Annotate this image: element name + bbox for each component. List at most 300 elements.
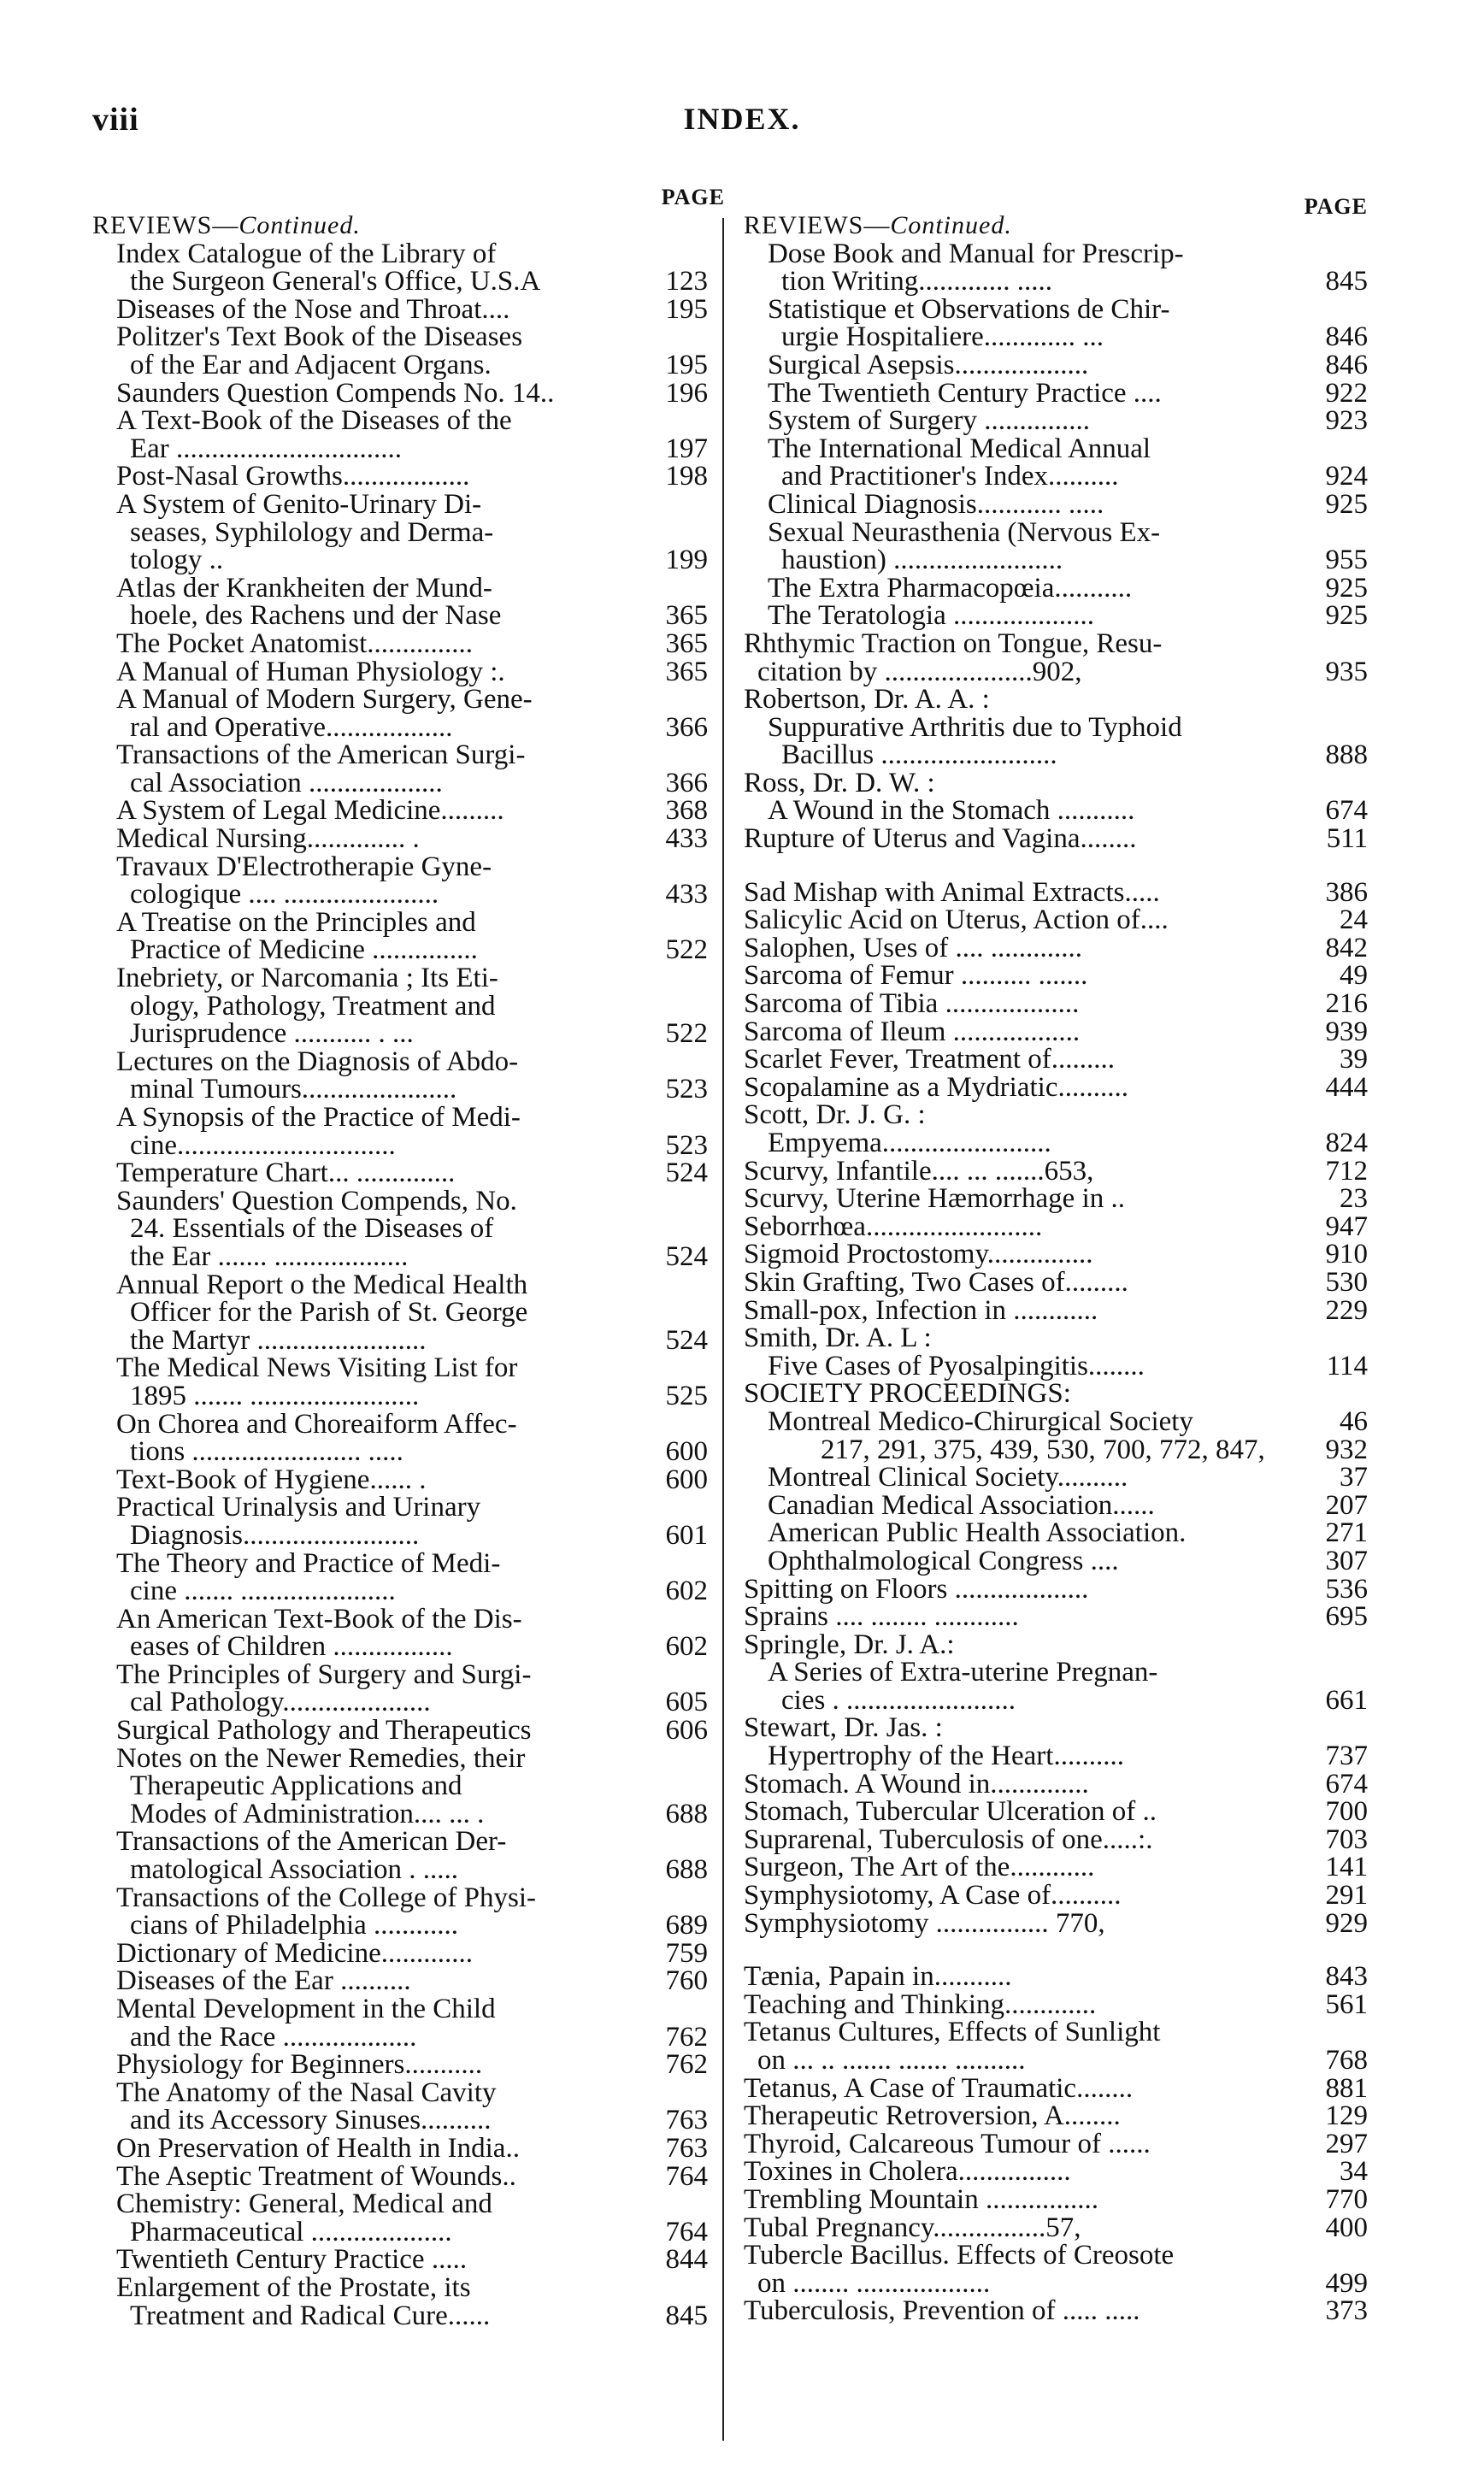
- index-entry-text: Post-Nasal Growths..................: [116, 461, 470, 492]
- index-entry: [744, 1658, 1368, 1714]
- index-entries: [92, 212, 708, 2330]
- index-entry-page: 524: [665, 1240, 708, 1272]
- index-entry: [92, 2160, 708, 2192]
- index-entry-text: Ear ................................: [130, 433, 403, 464]
- index-entry-page: 737: [1325, 1741, 1368, 1772]
- index-entry: [92, 2132, 708, 2164]
- index-entry-text: Dictionary of Medicine.............: [116, 1937, 473, 1969]
- index-entry-page: 511: [1326, 823, 1368, 855]
- index-entry: [744, 1129, 1368, 1158]
- index-entry-page: 661: [1325, 1684, 1368, 1716]
- index-entry: [744, 1573, 1368, 1605]
- index-entry: [744, 240, 1368, 296]
- index-entry-text: Tænia, Papain in...........: [744, 1961, 1012, 1993]
- index-entry-text: Montreal Clinical Society..........: [768, 1462, 1128, 1493]
- index-entry-text: Inebriety, or Narcomania ; Its Eti-: [116, 963, 498, 994]
- index-entry: [92, 627, 708, 659]
- index-entry-page: 39: [1340, 1044, 1368, 1075]
- index-entry-text: Salophen, Uses of .... .............: [744, 932, 1082, 963]
- index-entry-text: Surgeon, The Art of the............: [744, 1852, 1095, 1883]
- index-entry-page: 925: [1325, 600, 1368, 632]
- index-entry: [744, 825, 1368, 853]
- index-entry: [744, 1101, 1368, 1129]
- index-entry-text: 217, 291, 375, 439, 530, 700, 772, 847,: [821, 1434, 1265, 1465]
- index-entry: [744, 1742, 1368, 1770]
- index-entry-text: Stomach, Tubercular Ulceration of ..: [744, 1796, 1157, 1828]
- index-entry: [744, 1018, 1368, 1046]
- index-entry-page: 688: [665, 1798, 708, 1829]
- index-entry-text: Dose Book and Manual for Prescrip-: [768, 238, 1184, 269]
- index-entry-text: Lectures on the Diagnosis of Abdo-: [116, 1046, 519, 1077]
- index-entry-page: 297: [1325, 2128, 1368, 2159]
- index-entry: [744, 2102, 1368, 2130]
- index-entry-text: eases of Children .................: [130, 1631, 453, 1663]
- index-entry: [92, 1995, 708, 2051]
- index-entry: [92, 964, 708, 1048]
- index-entry-page: 400: [1325, 2212, 1368, 2243]
- index-entry-text: Thyroid, Calcareous Tumour of ......: [744, 2128, 1151, 2159]
- index-entry-page: 229: [1325, 1294, 1368, 1326]
- index-entry-text: A System of Legal Medicine.........: [116, 795, 504, 827]
- index-entry: [92, 1742, 708, 1829]
- index-entry: [744, 1963, 1368, 1991]
- index-entry: [92, 1354, 708, 1410]
- index-entry: [92, 240, 708, 296]
- index-entry: [744, 1798, 1368, 1826]
- index-entry-page: 602: [665, 1631, 708, 1663]
- index-entry-page: 34: [1340, 2156, 1368, 2188]
- index-entry-text: The Extra Pharmacopœia...........: [768, 572, 1133, 604]
- index-entry-text: Rhthymic Traction on Tongue, Resu-: [744, 627, 1163, 659]
- index-entry-page: 688: [665, 1854, 708, 1886]
- index-entry: [92, 1493, 708, 1549]
- index-entry-text: Tuberculosis, Prevention of ..... .....: [744, 2295, 1140, 2327]
- index-entry-page: 910: [1325, 1239, 1368, 1270]
- index-entry: [744, 1352, 1368, 1381]
- index-entry-text: The Anatomy of the Nasal Cavity: [116, 2076, 497, 2108]
- index-entry-text: urgie Hospitaliere............. ...: [781, 321, 1104, 353]
- index-entry-page: 932: [1325, 1434, 1368, 1465]
- index-entry-page: 922: [1325, 377, 1368, 409]
- index-entry-page: 602: [665, 1576, 708, 1607]
- section-heading-text: REVIEWS—: [744, 211, 891, 239]
- index-entry: [744, 377, 1368, 409]
- index-entry: [744, 1631, 1368, 1659]
- index-entry: [744, 769, 1368, 798]
- index-entry: [744, 1405, 1368, 1437]
- index-entry: [744, 351, 1368, 380]
- index-entry: [744, 962, 1368, 990]
- index-entry-text: Treatment and Radical Cure......: [130, 2300, 491, 2331]
- index-entry-page: 770: [1325, 2183, 1368, 2215]
- index-entry-text: tology ..: [130, 545, 224, 576]
- index-entry: [744, 435, 1368, 491]
- index-entry-text: and the Race ...................: [130, 2021, 417, 2053]
- page-column-label: PAGE: [1304, 194, 1368, 219]
- index-entry-text: Scurvy, Infantile.... ... .......653,: [744, 1155, 1094, 1187]
- index-entry: [744, 1519, 1368, 1547]
- index-entry-text: Transactions of the American Der-: [116, 1826, 507, 1858]
- index-entry: [744, 1547, 1368, 1576]
- index-entry-page: 141: [1325, 1852, 1368, 1883]
- index-entry-text: Toxines in Cholera................: [744, 2156, 1071, 2188]
- index-entry-page: 365: [665, 656, 708, 687]
- index-entry-page: 768: [1325, 2045, 1368, 2076]
- index-entry-text: 24. Essentials of the Diseases of: [130, 1213, 494, 1245]
- index-entry: [744, 1185, 1368, 1213]
- index-entry: [92, 686, 708, 741]
- index-entry: [92, 1826, 708, 1886]
- index-entry-text: SOCIETY PROCEEDINGS:: [744, 1378, 1071, 1410]
- index-entry-text: Suprarenal, Tuberculosis of one.....:.: [744, 1823, 1153, 1855]
- index-entry-text: The Theory and Practice of Medi-: [116, 1547, 501, 1579]
- index-entry-page: 842: [1325, 932, 1368, 963]
- index-entry-text: Five Cases of Pyosalpingitis........: [768, 1350, 1145, 1381]
- index-entry-text: Index Catalogue of the Library of: [116, 238, 497, 269]
- index-entry-page: 762: [665, 2049, 708, 2081]
- index-entry-text: Enlargement of the Prostate, its: [116, 2271, 471, 2303]
- index-entry: [744, 1988, 1368, 2020]
- index-entry-page: 935: [1325, 656, 1368, 687]
- index-entry-page: 24: [1340, 904, 1368, 936]
- index-entry-text: tions ........................ .....: [130, 1436, 403, 1468]
- index-entry-text: Jurisprudence ........... . ...: [130, 1018, 414, 1050]
- index-entry: [744, 1046, 1368, 1074]
- index-entry-page: 888: [1325, 739, 1368, 771]
- index-entry-text: Bacillus .........................: [781, 739, 1057, 771]
- index-entry-text: Montreal Medico-Chirurgical Society: [768, 1405, 1193, 1437]
- index-entry-text: Teaching and Thinking.............: [744, 1988, 1097, 2020]
- index-entry-text: Sarcoma of Femur .......... .......: [744, 960, 1088, 992]
- index-entry: [744, 602, 1368, 630]
- index-entry-text: on ........ ...................: [757, 2267, 991, 2299]
- index-entry-page: 37: [1340, 1462, 1368, 1493]
- index-entry-page: 606: [665, 1715, 708, 1747]
- index-entry-page: 939: [1325, 1016, 1368, 1047]
- index-entry-page: 601: [665, 1519, 708, 1551]
- index-entry-page: 843: [1325, 1961, 1368, 1993]
- index-entry-page: 386: [1325, 876, 1368, 908]
- index-entry-text: Tubal Pregnancy................57,: [744, 2212, 1081, 2243]
- page-number: viii: [92, 102, 139, 138]
- index-entry: [92, 658, 708, 686]
- index-entry-text: Sarcoma of Tibia ...................: [744, 988, 1080, 1020]
- index-entry-text: Medical Nursing.............. .: [116, 823, 420, 855]
- index-entry: [92, 797, 708, 825]
- index-entry: [744, 2130, 1368, 2159]
- index-entry: [744, 1714, 1368, 1742]
- index-entry-text: A Manual of Modern Surgery, Gene-: [116, 684, 533, 716]
- index-entry: [92, 1159, 708, 1187]
- index-entry-text: haustion) ........................: [781, 545, 1063, 576]
- index-entry-page: 763: [665, 2132, 708, 2164]
- index-entry-text: Mental Development in the Child: [116, 1994, 496, 2024]
- index-entry-page: 522: [665, 934, 708, 966]
- index-entry-text: Physiology for Beginners...........: [116, 2049, 483, 2081]
- index-entry: [744, 2214, 1368, 2242]
- index-entry-page: 499: [1325, 2267, 1368, 2299]
- index-entry-page: 373: [1325, 2295, 1368, 2327]
- index-entry-text: Travaux D'Electrotherapie Gyne-: [116, 851, 492, 882]
- index-entry-page: 114: [1326, 1350, 1368, 1381]
- index-entry-page: 674: [1325, 795, 1368, 827]
- index-entry-text: Tetanus Cultures, Effects of Sunlight: [744, 2017, 1161, 2048]
- index-entry-page: 216: [1325, 988, 1368, 1020]
- index-entry: [744, 1853, 1368, 1882]
- index-entry-page: 844: [665, 2244, 708, 2276]
- index-entry-page: 689: [665, 1910, 708, 1941]
- index-entry: [92, 462, 708, 491]
- index-entry-text: American Public Health Association.: [768, 1517, 1187, 1549]
- section-gap: [744, 853, 1368, 879]
- index-entry-page: 845: [1325, 266, 1368, 297]
- index-entry-text: Statistique et Observations de Chir-: [768, 293, 1170, 325]
- index-entry-text: Scopalamine as a Mydriatic..........: [744, 1071, 1128, 1103]
- index-entry: [744, 2018, 1368, 2074]
- index-entry-text: Springle, Dr. J. A.:: [744, 1629, 955, 1660]
- index-entry: [744, 1770, 1368, 1799]
- index-entry-text: A Text-Book of the Diseases of the: [116, 405, 512, 437]
- index-entry-page: 703: [1325, 1823, 1368, 1855]
- index-entry: [744, 906, 1368, 934]
- index-entry: [744, 488, 1368, 520]
- index-entry-text: and Practitioner's Index..........: [781, 461, 1119, 492]
- index-entry-text: Tetanus, A Case of Traumatic........: [744, 2072, 1134, 2104]
- index-entry: [744, 1907, 1368, 1939]
- index-entry-text: Ophthalmological Congress ....: [768, 1545, 1119, 1576]
- index-entry: [92, 1466, 708, 1494]
- index-entry-text: The Medical News Visiting List for: [116, 1352, 518, 1384]
- index-entry-page: 123: [665, 266, 708, 297]
- index-entry-text: Diseases of the Ear ..........: [116, 1965, 411, 1997]
- index-entry-text: An American Text-Book of the Dis-: [116, 1603, 522, 1635]
- index-entry: [744, 1464, 1368, 1492]
- index-entry-page: 929: [1325, 1907, 1368, 1939]
- index-entry: [92, 2051, 708, 2079]
- index-entry-text: and its Accessory Sinuses..........: [130, 2105, 492, 2136]
- index-entry-text: the Martyr ........................: [130, 1324, 427, 1356]
- index-entry-text: Scarlet Fever, Treatment of.........: [744, 1044, 1116, 1075]
- index-entry: [92, 2190, 708, 2246]
- index-entry-page: 433: [665, 823, 708, 855]
- index-entry-page: 924: [1325, 461, 1368, 492]
- index-entry: [744, 1489, 1368, 1521]
- index-entry-page: 695: [1325, 1601, 1368, 1633]
- index-entry-text: the Surgeon General's Office, U.S.A: [130, 266, 541, 297]
- index-entry-page: 307: [1325, 1545, 1368, 1576]
- index-entry-text: tion Writing............. .....: [781, 266, 1053, 297]
- index-entry-page: 925: [1325, 488, 1368, 520]
- index-entry-text: hoele, des Rachens und der Nase: [130, 600, 502, 632]
- index-entry-text: Clinical Diagnosis............ .....: [768, 488, 1104, 520]
- index-entry-text: Sprains .... ........ ............: [744, 1601, 1019, 1633]
- index-entry: [92, 574, 708, 630]
- index-entry-page: 291: [1325, 1880, 1368, 1912]
- index-entry-text: Surgical Asepsis...................: [768, 349, 1089, 380]
- index-entry-page: 46: [1340, 1405, 1368, 1437]
- index-entry-text: Text-Book of Hygiene...... .: [116, 1464, 427, 1495]
- index-entry-text: on ... .. ....... ....... ..........: [757, 2045, 1026, 2076]
- index-entry-page: 760: [665, 1965, 708, 1997]
- index-entry: [92, 1967, 708, 1995]
- index-entry-text: On Chorea and Choreaiform Affec-: [116, 1408, 517, 1440]
- index-entry: [744, 2183, 1368, 2215]
- section-heading-continued: Continued.: [238, 211, 361, 239]
- index-entry-text: citation by .....................902,: [757, 656, 1082, 687]
- index-entry-text: Atlas der Krankheiten der Mund-: [116, 572, 492, 604]
- index-entry-page: 368: [665, 795, 708, 827]
- index-entry-text: ology, Pathology, Treatment and: [130, 990, 496, 1022]
- index-entry-page: 600: [665, 1464, 708, 1495]
- section-gap: [744, 1937, 1368, 1963]
- index-entry-text: ral and Operative..................: [130, 711, 453, 743]
- index-entry-page: 605: [665, 1687, 708, 1718]
- index-entry-text: A Treatise on the Principles and: [116, 906, 476, 938]
- index-entry-page: 196: [665, 377, 708, 409]
- index-entry: [744, 686, 1368, 714]
- index-entry-text: Saunders Question Compends No. 14..: [116, 377, 555, 409]
- index-entry-page: 522: [665, 1018, 708, 1050]
- index-entry: [92, 1937, 708, 1969]
- index-entry-text: Smith, Dr. A. L :: [744, 1322, 932, 1354]
- index-entry-text: Scott, Dr. J. G. :: [744, 1099, 926, 1131]
- index-entry-text: the Ear ....... ...................: [130, 1240, 409, 1272]
- index-entry: [744, 407, 1368, 435]
- index-entry-text: Robertson, Dr. A. A. :: [744, 684, 990, 716]
- column-divider: [722, 218, 724, 2441]
- index-entry-page: 881: [1325, 2072, 1368, 2104]
- index-entry: [744, 516, 1368, 576]
- index-entry-text: Transactions of the College of Physi-: [116, 1882, 536, 1913]
- index-entry-text: Diseases of the Nose and Throat....: [116, 293, 510, 325]
- index-entry: [92, 741, 708, 797]
- section-heading-text: REVIEWS—: [92, 211, 239, 239]
- index-entry-text: Sexual Neurasthenia (Nervous Ex-: [768, 516, 1161, 548]
- index-entry: [744, 1213, 1368, 1241]
- index-entry: [744, 1380, 1368, 1408]
- index-entry-text: Symphysiotomy ................ 770,: [744, 1907, 1105, 1939]
- index-entry-page: 366: [665, 767, 708, 798]
- index-entry-page: 700: [1325, 1796, 1368, 1828]
- index-entry-text: Small-pox, Infection in ............: [744, 1294, 1098, 1326]
- index-entry: [744, 293, 1368, 353]
- index-entry-page: 433: [665, 879, 708, 910]
- index-entry-text: cians of Philadelphia ............: [130, 1910, 459, 1941]
- index-entry-page: 764: [665, 2216, 708, 2247]
- index-entry-text: Hypertrophy of the Heart..........: [768, 1741, 1124, 1772]
- index-entry-text: Canadian Medical Association......: [768, 1489, 1155, 1521]
- index-entry-page: 845: [665, 2300, 708, 2331]
- index-entry-text: seases, Syphilology and Derma-: [130, 516, 494, 548]
- index-entry-page: 365: [665, 627, 708, 659]
- index-entry-page: 198: [665, 461, 708, 492]
- index-entry: [92, 323, 708, 379]
- index-entry-text: The Pocket Anatomist...............: [116, 627, 474, 659]
- index-entry-page: 524: [665, 1324, 708, 1356]
- index-entry-text: cal Association ...................: [130, 767, 443, 798]
- section-heading: [92, 212, 708, 240]
- index-entry: [92, 1048, 708, 1104]
- index-entry-text: Spitting on Floors ...................: [744, 1573, 1089, 1605]
- index-entry-text: A Manual of Human Physiology :.: [116, 656, 505, 687]
- index-entry-text: Pharmaceutical ....................: [130, 2216, 452, 2247]
- index-entry-text: Notes on the Newer Remedies, their: [116, 1742, 526, 1774]
- index-entry-text: Stewart, Dr. Jas. :: [744, 1712, 943, 1744]
- index-entry-page: 199: [665, 545, 708, 576]
- index-entry-page: 129: [1325, 2100, 1368, 2132]
- index-entry-page: 195: [665, 293, 708, 325]
- index-entry-page: 536: [1325, 1573, 1368, 1605]
- index-entry: [92, 1658, 708, 1718]
- index-entry-text: Saunders' Question Compends, No.: [116, 1185, 517, 1216]
- index-entry-page: 195: [665, 349, 708, 380]
- index-entry-text: A System of Genito-Urinary Di-: [116, 488, 482, 520]
- index-entry: [92, 1187, 708, 1271]
- index-entry-page: 712: [1325, 1155, 1368, 1187]
- index-entry: [744, 876, 1368, 908]
- index-entry-page: 947: [1325, 1211, 1368, 1242]
- index-entry: [744, 990, 1368, 1018]
- index-entry-text: matological Association . .....: [130, 1854, 459, 1886]
- index-entry: [744, 574, 1368, 603]
- index-entry-text: Practice of Medicine ...............: [130, 934, 478, 966]
- index-entry-text: Surgical Pathology and Therapeutics: [116, 1715, 532, 1747]
- index-entry-text: Trembling Mountain ................: [744, 2183, 1098, 2215]
- index-entry-page: 197: [665, 433, 708, 464]
- index-entry: [744, 711, 1368, 771]
- index-entry: [744, 934, 1368, 963]
- index-entry-page: 824: [1325, 1128, 1368, 1158]
- index-entry-page: 561: [1325, 1988, 1368, 2020]
- index-entry: [92, 906, 708, 966]
- index-entry-text: Sarcoma of Ileum ..................: [744, 1016, 1081, 1047]
- index-entry-page: 955: [1325, 545, 1368, 576]
- index-entry-page: 366: [665, 711, 708, 743]
- index-entry-text: Temperature Chart... ..............: [116, 1158, 456, 1189]
- page-column-label: PAGE: [661, 185, 725, 209]
- index-entry-page: 207: [1325, 1489, 1368, 1521]
- index-entry-page: 365: [665, 600, 708, 632]
- index-entry: [744, 627, 1368, 687]
- index-entry-text: Stomach. A Wound in..............: [744, 1768, 1089, 1800]
- index-entry: [92, 1605, 708, 1661]
- index-entry: [744, 1603, 1368, 1631]
- index-entry-page: 523: [665, 1129, 708, 1161]
- index-entry-text: Chemistry: General, Medical and: [116, 2188, 492, 2220]
- index-entry-text: Symphysiotomy, A Case of..........: [744, 1880, 1122, 1912]
- index-entry-text: A Wound in the Stomach ...........: [768, 795, 1135, 827]
- index-entry-text: Ross, Dr. D. W. :: [744, 767, 935, 798]
- index-entry-text: The Twentieth Century Practice ....: [768, 377, 1162, 409]
- index-entry-page: 923: [1325, 405, 1368, 437]
- index-entry-text: Annual Report o the Medical Health: [116, 1269, 528, 1300]
- index-entry-page: 846: [1325, 349, 1368, 380]
- index-entry-page: 23: [1340, 1183, 1368, 1215]
- index-entries: [744, 212, 1368, 2325]
- index-entry-text: A Synopsis of the Practice of Medi-: [116, 1102, 521, 1133]
- index-entry: [92, 825, 708, 853]
- index-entry-page: 271: [1325, 1517, 1368, 1549]
- index-entry: [92, 407, 708, 462]
- index-entry-text: cine ....... ......................: [130, 1576, 396, 1607]
- index-entry: [744, 1823, 1368, 1855]
- index-entry: [744, 1436, 1368, 1464]
- index-entry-text: Rupture of Uterus and Vagina........: [744, 823, 1137, 855]
- index-entry-page: 762: [665, 2021, 708, 2053]
- index-entry: [744, 1294, 1368, 1326]
- index-entry-text: minal Tumours......................: [130, 1074, 457, 1105]
- index-entry: [744, 2072, 1368, 2104]
